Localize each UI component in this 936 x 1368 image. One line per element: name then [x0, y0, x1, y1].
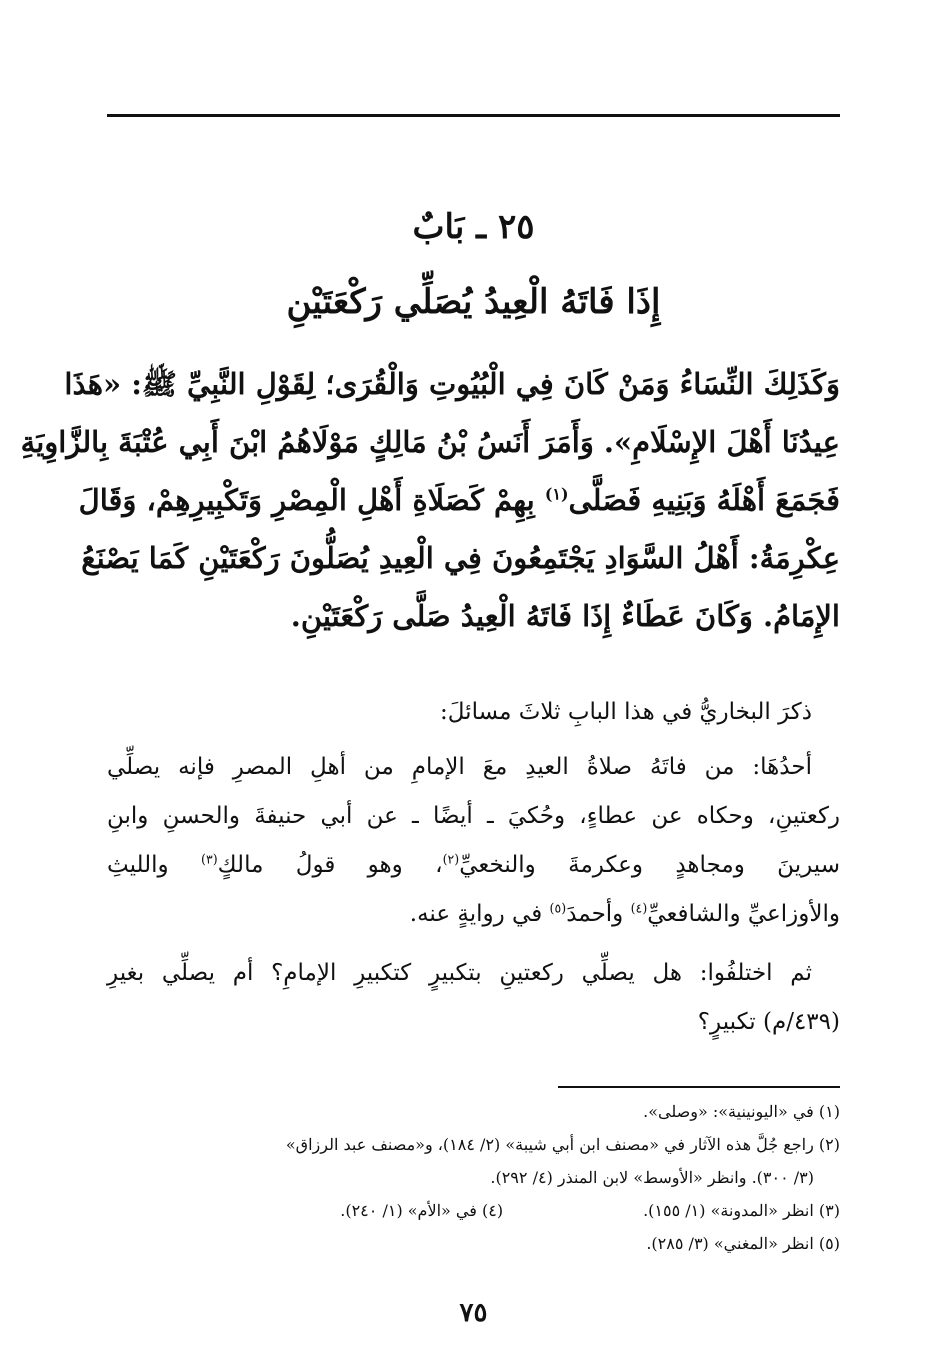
- footnotes: [107, 1095, 840, 1260]
- footnote-ref[interactable]: (٢): [442, 851, 460, 867]
- footnote-row: [107, 1194, 840, 1227]
- header-rule: [107, 114, 840, 117]
- commentary-paragraph: [107, 949, 840, 1047]
- footnote-1: (١) في «اليونينية»: «وصلى».: [643, 1102, 840, 1121]
- footnote-separator: [558, 1086, 840, 1088]
- footnote-2: (٢) راجع جُلَّ هذه الآثار في «مصنف ابن أبي شيبة» (٢/ ١٨٤)، و«مصنف عبد الرزاق»: [285, 1135, 840, 1154]
- commentary-paragraph: [107, 743, 840, 939]
- footnote-ref[interactable]: (٣): [201, 851, 218, 867]
- matn-line: الإِمَامُ. وَكَانَ عَطَاءٌ إِذَا فَاتَهُ الْعِيدُ صَلَّى رَكْعَتَيْنِ.: [290, 599, 840, 633]
- text-line: (٤٣٩/م) تكبيرٍ؟: [697, 1009, 840, 1035]
- footnote-4: (٤) في «الأم» (١/ ٢٤٠).: [340, 1201, 504, 1220]
- text-segment: وأحمدَ: [566, 901, 631, 927]
- matn-segment: فَجَمَعَ أَهْلَهُ وَبَنِيهِ فَصَلَّى: [568, 483, 840, 517]
- text-line: [107, 890, 840, 939]
- text-line: [107, 841, 840, 890]
- page-number: ٧٥: [459, 1298, 488, 1328]
- text-line: ذكرَ البخاريُّ في هذا البابِ ثلاثَ مسائلَ:: [440, 699, 812, 725]
- matn-line: عِيدُنَا أَهْلَ الإِسْلَامِ». وَأَمَرَ أَنَسُ بْنُ مَالِكٍ مَوْلَاهُمُ ابْنَ أَبِي عُتْبَةَ بِالزَّاوِيَةِ: [20, 425, 840, 459]
- chapter-number: ٢٥ ـ بَابٌ: [412, 207, 535, 247]
- text-segment: والليثِ: [107, 852, 201, 878]
- footnote-ref[interactable]: (٥): [549, 900, 567, 916]
- footnote-3: (٣) انظر «المدونة» (١/ ١٥٥).: [643, 1201, 840, 1220]
- footnote-ref[interactable]: (٤): [630, 900, 648, 916]
- matn-line: [78, 471, 840, 529]
- text-line: ركعتينِ، وحكاه عن عطاءٍ، وحُكيَ ـ أيضًا ـ عن أبي حنيفةَ والحسنِ وابنِ: [107, 803, 840, 829]
- matn-line: وَكَذَلِكَ النِّسَاءُ وَمَنْ كَانَ فِي الْبُيُوتِ وَالْقُرَى؛ لِقَوْلِ النَّبِيِّ ﷺ: «هَذَا: [64, 367, 840, 401]
- text-segment: والأوزاعيِّ والشافعيِّ: [647, 901, 840, 927]
- matn-line: عِكْرِمَةُ: أَهْلُ السَّوَادِ يَجْتَمِعُونَ فِي الْعِيدِ يُصَلُّونَ رَكْعَتَيْنِ كَمَا يَصْنَعُ: [81, 541, 840, 575]
- footnote-2-continuation: (٣/ ٣٠٠). وانظر «الأوسط» لابن المنذر (٤/ ٢٩٢).: [490, 1168, 814, 1187]
- footnote-5: (٥) انظر «المغني» (٣/ ٢٨٥).: [646, 1234, 840, 1253]
- commentary-intro: [107, 688, 840, 737]
- hadith-text: [20, 355, 840, 645]
- matn-segment: بِهِمْ كَصَلَاةِ أَهْلِ الْمِصْرِ وَتَكْبِيرِهِمْ، وَقَالَ: [78, 483, 535, 517]
- chapter-title: إِذَا فَاتَهُ الْعِيدُ يُصَلِّي رَكْعَتَيْنِ: [286, 282, 661, 322]
- footnote-ref[interactable]: (١): [544, 484, 569, 504]
- text-line: أحدُهَا: من فاتَهُ صلاةُ العيدِ معَ الإمامِ من أهلِ المصرِ فإنه يصلِّي: [107, 754, 812, 780]
- text-segment: في روايةٍ عنه.: [409, 901, 550, 927]
- text-segment: ، وهو قولُ مالكٍ: [217, 852, 443, 878]
- text-segment: سيرينَ ومجاهدٍ وعكرمةَ والنخعيِّ: [459, 852, 840, 878]
- text-line: ثم اختلفُوا: هل يصلِّي ركعتينِ بتكبيرٍ كتكبيرِ الإمامِ؟ أم يصلِّي بغيرِ: [107, 960, 812, 986]
- commentary: [107, 688, 840, 1047]
